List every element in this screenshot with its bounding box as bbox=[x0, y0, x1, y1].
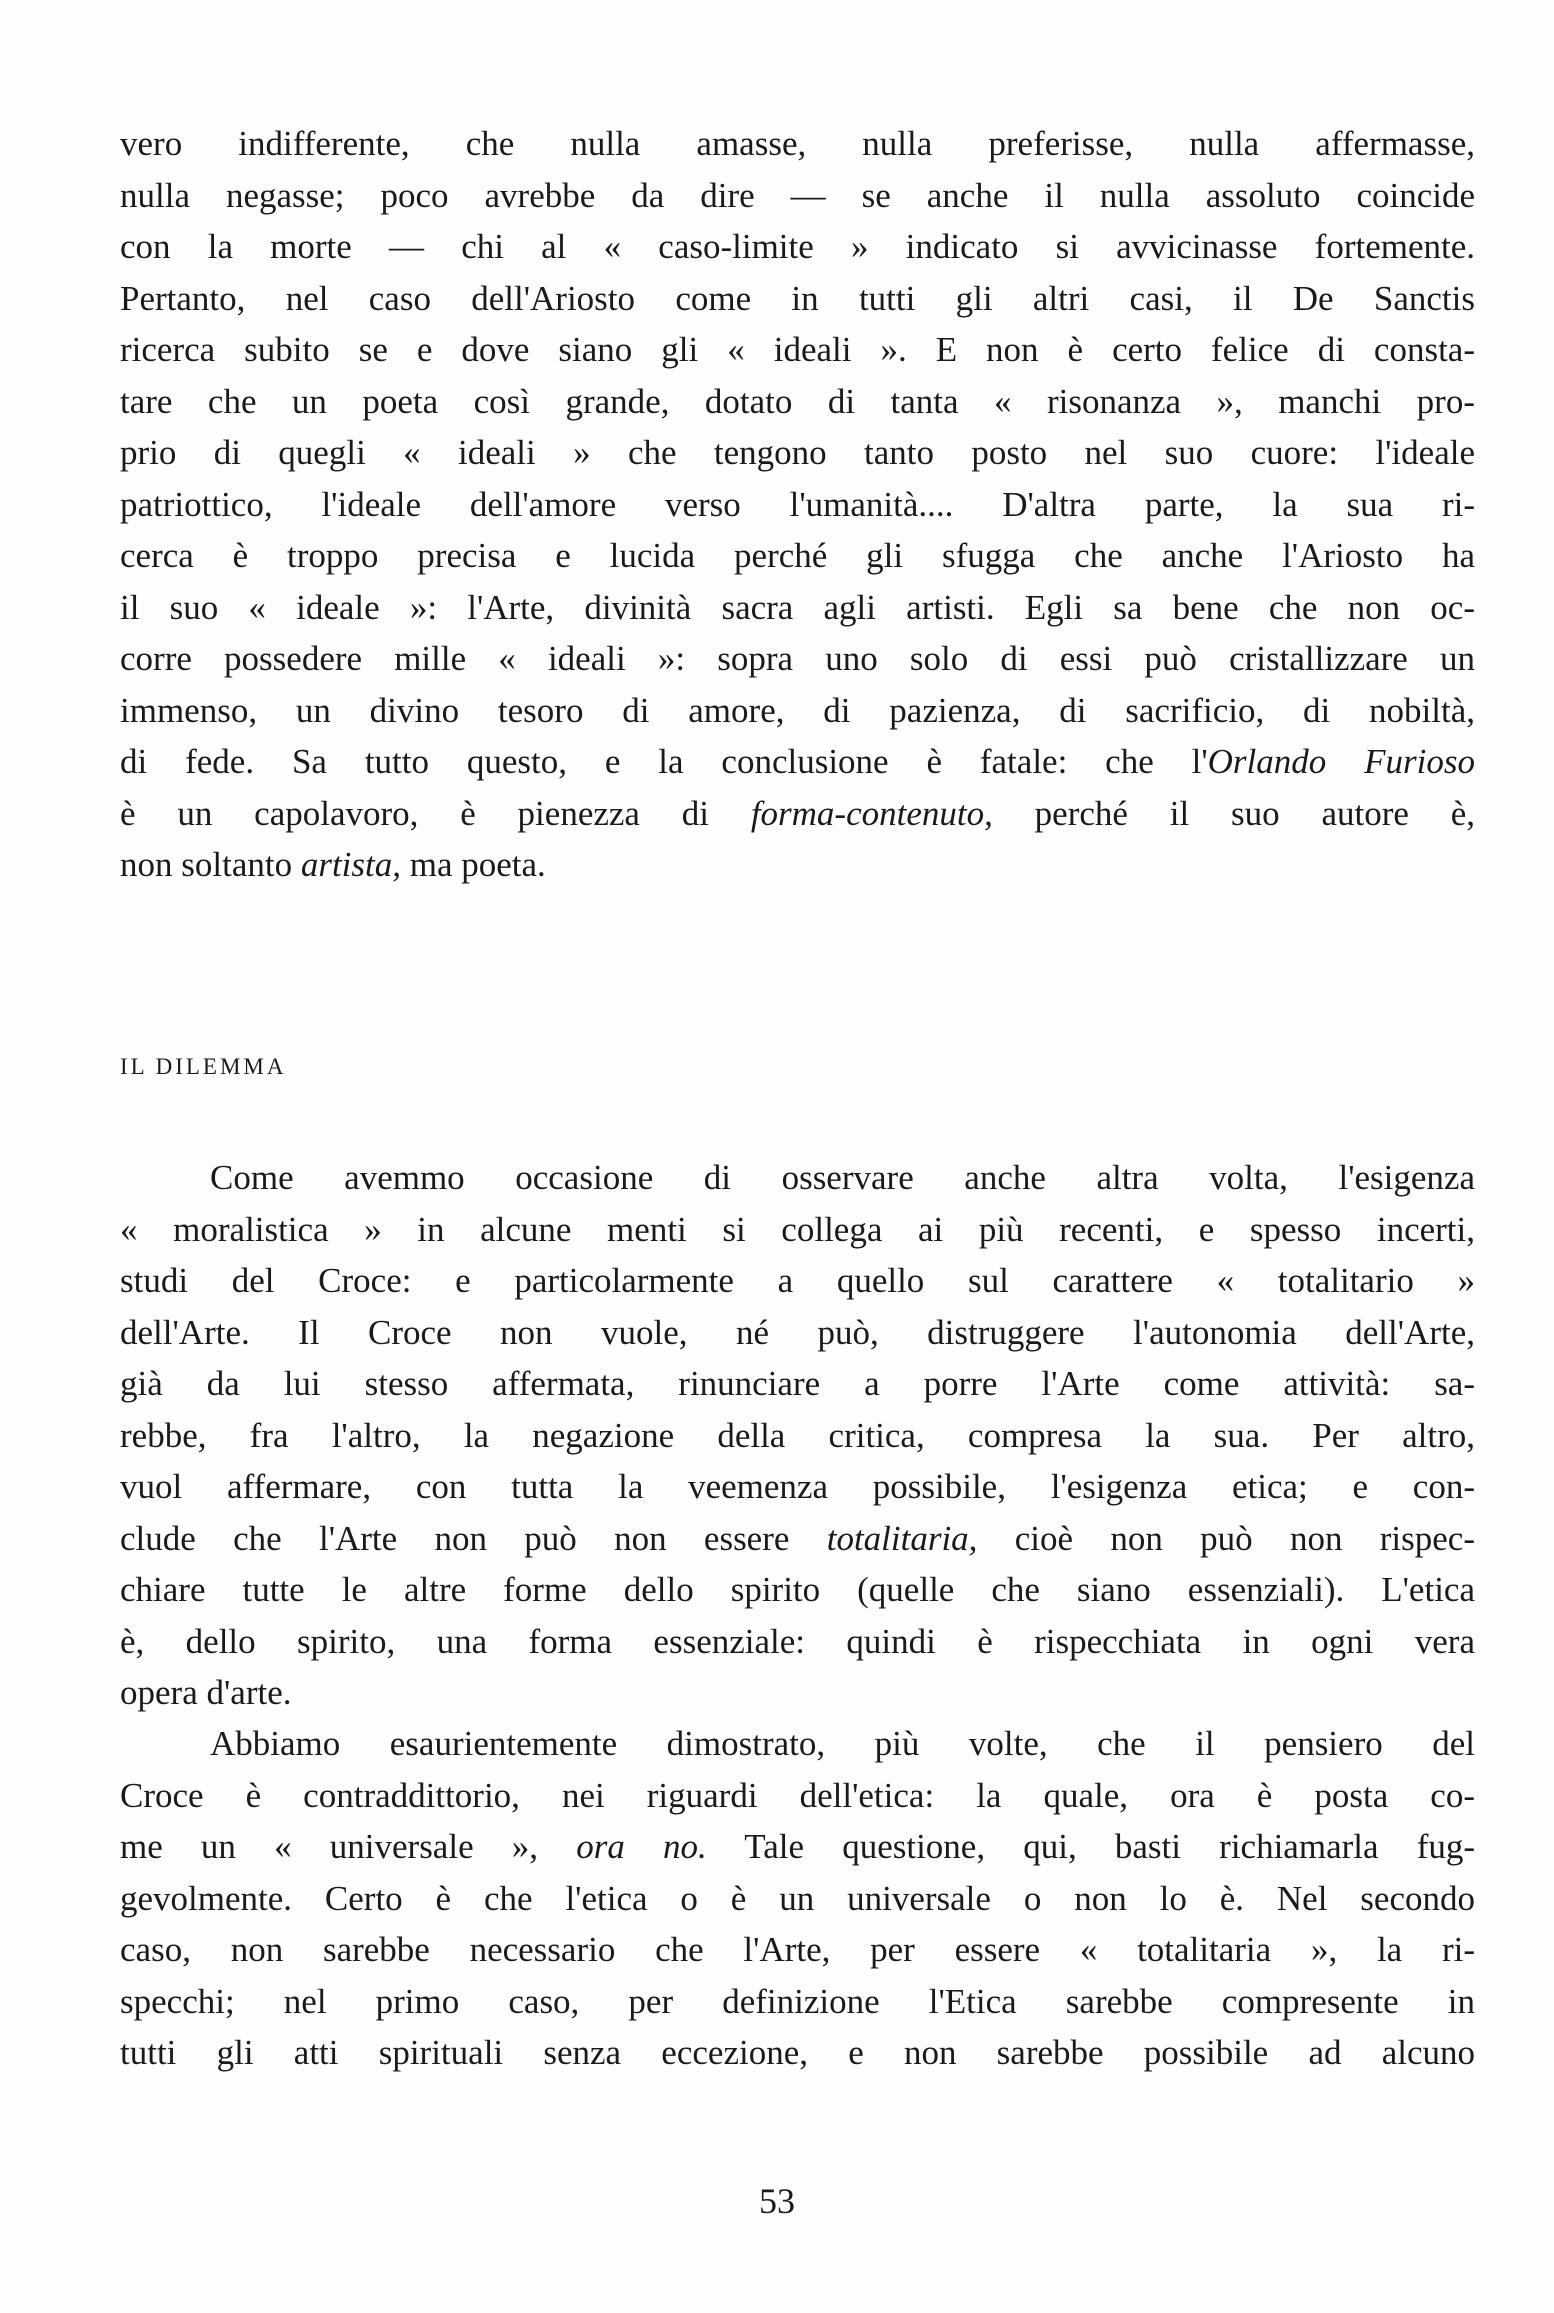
text-line: cerca è troppo precisa e lucida perché gli sfugga che anche l'Ariosto ha bbox=[120, 536, 1475, 575]
text-fragment: clude che l'Arte non può non essere bbox=[120, 1518, 827, 1558]
text-line: specchi; nel primo caso, per definizione l'Etica sarebbe compresente in bbox=[120, 1981, 1475, 2021]
text-line: tare che un poeta così grande, dotato di tanta « risonanza », manchi pro- bbox=[120, 381, 1475, 421]
text-line bbox=[120, 788, 1475, 840]
top-paragraph bbox=[120, 118, 1475, 891]
text-fragment: cioè non può non rispec- bbox=[977, 1518, 1475, 1558]
paragraph-one bbox=[120, 1152, 1475, 1719]
text-line bbox=[120, 839, 1475, 891]
text-line: « moralistica » in alcune menti si collega ai più recenti, e spesso incerti, bbox=[120, 1209, 1475, 1249]
text-line: caso, non sarebbe necessario che l'Arte, per essere « totalitaria », la ri- bbox=[120, 1930, 1475, 1969]
text-fragment: ma poeta. bbox=[401, 845, 546, 884]
text-line: dell'Arte. Il Croce non vuole, né può, distruggere l'autonomia dell'Arte, bbox=[120, 1312, 1475, 1352]
text-fragment: perché il suo autore è, bbox=[992, 793, 1475, 833]
section-heading: IL DILEMMA bbox=[120, 1054, 287, 1079]
text-line bbox=[120, 736, 1475, 788]
text-line: Pertanto, nel caso dell'Ariosto come in tutti gli altri casi, il De Sanctis bbox=[120, 278, 1475, 318]
text-line: gevolmente. Certo è che l'etica o è un universale o non lo è. Nel secondo bbox=[120, 1878, 1475, 1918]
text-fragment: me un « universale », bbox=[120, 1827, 577, 1866]
text-line: è, dello spirito, una forma essenziale: quindi è rispecchiata in ogni vera bbox=[120, 1621, 1475, 1661]
text-line bbox=[120, 1513, 1475, 1565]
text-line: già da lui stesso affermata, rinunciare a porre l'Arte come attività: sa- bbox=[120, 1364, 1475, 1403]
text-line: Abbiamo esaurientemente dimostrato, più volte, che il pensiero del bbox=[210, 1724, 1475, 1763]
italic-term: forma-contenuto, bbox=[750, 793, 993, 833]
italic-term: ora no. bbox=[576, 1827, 707, 1866]
book-title: Orlando Furioso bbox=[1207, 742, 1475, 781]
text-line: nulla negasse; poco avrebbe da dire — se anche il nulla assoluto coincide bbox=[120, 175, 1475, 215]
text-line: prio di quegli « ideali » che tengono tanto posto nel suo cuore: l'ideale bbox=[120, 433, 1475, 472]
text-line: studi del Croce: e particolarmente a quello sul carattere « totalitario » bbox=[120, 1261, 1475, 1300]
text-line: opera d'arte. bbox=[120, 1673, 292, 1712]
text-line: Croce è contraddittorio, nei riguardi dell'etica: la quale, ora è posta co- bbox=[120, 1775, 1475, 1815]
paragraph-two bbox=[120, 1718, 1475, 2079]
text-line: ricerca subito se e dove siano gli « ideali ». E non è certo felice di consta- bbox=[120, 330, 1475, 369]
text-line: Come avemmo occasione di osservare anche altra volta, l'esigenza bbox=[210, 1158, 1475, 1197]
text-line: vuol affermare, con tutta la veemenza possibile, l'esigenza etica; e con- bbox=[120, 1467, 1475, 1506]
text-line: il suo « ideale »: l'Arte, divinità sacra agli artisti. Egli sa bene che non oc- bbox=[120, 587, 1475, 627]
text-line: tutti gli atti spirituali senza eccezione, e non sarebbe possibile ad alcuno bbox=[120, 2033, 1475, 2072]
text-fragment: di fede. Sa tutto questo, e la conclusione è fatale: che l' bbox=[120, 742, 1208, 781]
page-number: 53 bbox=[759, 2181, 795, 2221]
text-line: rebbe, fra l'altro, la negazione della critica, compresa la sua. Per altro, bbox=[120, 1415, 1475, 1455]
italic-term: totalitaria, bbox=[826, 1518, 978, 1558]
text-line bbox=[120, 1821, 1475, 1873]
italic-term: artista, bbox=[300, 845, 401, 884]
text-fragment: non soltanto bbox=[120, 845, 301, 884]
text-line: immenso, un divino tesoro di amore, di pazienza, di sacrificio, di nobiltà, bbox=[120, 690, 1475, 730]
text-line: patriottico, l'ideale dell'amore verso l'umanità.... D'altra parte, la sua ri- bbox=[120, 484, 1475, 524]
text-line: vero indifferente, che nulla amasse, nulla preferisse, nulla affermasse, bbox=[120, 124, 1475, 163]
text-line: chiare tutte le altre forme dello spirito (quelle che siano essenziali). L'etica bbox=[120, 1570, 1475, 1609]
text-line: con la morte — chi al « caso-limite » indicato si avvicinasse fortemente. bbox=[120, 227, 1475, 266]
text-fragment: Tale questione, qui, basti richiamarla fug- bbox=[706, 1827, 1475, 1866]
text-line: corre possedere mille « ideali »: sopra uno solo di essi può cristallizzare un bbox=[120, 639, 1475, 678]
text-fragment: è un capolavoro, è pienezza di bbox=[120, 793, 751, 833]
